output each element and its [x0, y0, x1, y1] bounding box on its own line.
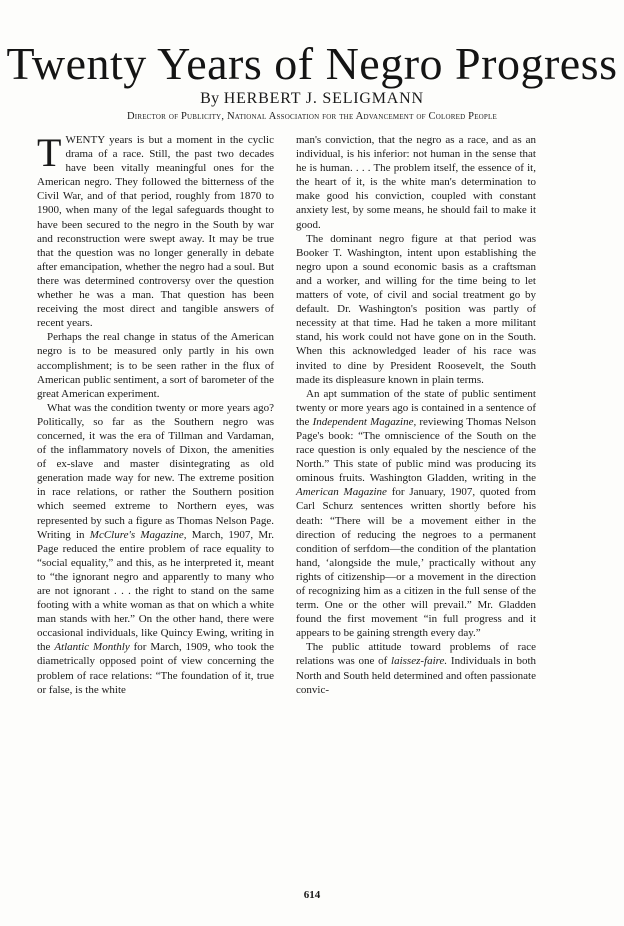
drop-cap: T [37, 130, 62, 175]
paragraph: man's conviction, that the negro as a race, and as an individual, is his inferior: not human in the sense that he is human. . . . The problem itself, the essence of it, the heart of it, is the white man's determination to make good his conviction, coupled with constant anxiety lest, by some means, he should fail to make it good. [296, 134, 536, 231]
paragraph [296, 387, 536, 641]
magazine-title: American Magazine [296, 486, 387, 499]
byline [0, 90, 624, 108]
right-column [296, 133, 536, 697]
page-number: 614 [303, 889, 321, 901]
magazine-title: McClure's Magazine, [89, 528, 187, 541]
left-column [37, 130, 275, 697]
byline-prefix: By [200, 90, 220, 107]
paragraph-text: for January, 1907, quoted from Carl Schurz sentences written shortly before his death: “There will be a movement either in the direction of reducing the negroes to a permanent condition of serfdom—the condition of the plantation hand, ‘alongside the mule,’ practically without any rights of citizenship—or a movement in the direction of recognizing him as a citizen in the full sense of the term. One or the other will prevail.” Mr. Gladden found the first movement “in full progress and it appears to be gaining strength every day.” [296, 486, 536, 640]
paragraph: Perhaps the real change in status of the American negro is to be measured only partly in his own accomplishment; is to be seen rather in the flux of American public sentiment, a sort of barometer of the great American experiment. [37, 331, 274, 400]
paragraph-text: The public attitude toward problems of race relations was one of [296, 641, 536, 668]
author-affiliation: Director of Publicity, National Association for the Advancement of Colored People [127, 111, 497, 122]
paragraph-text: WENTY years is but a moment in the cyclic drama of a race. Still, the past two decades have been vitally meaningful ones for the American negro. They followed the bitterness of the Civil War, and of that period, roughly from 1870 to 1900, when many of the legal safeguards thought to have been secured to the negro in the South by war and reconstruction were swept away. It may be true that the question was no longer generally in debate after emancipation, whether the negro had a soul. But there was determined controversy over the question whether he was a man. That question has been receiving the most direct and tangible answers of recent years. [37, 134, 274, 330]
paragraph-text: What was the condition twenty or more years ago? Politically, so far as the Southern negro was concerned, it was the era of Tillman and Vardaman, of the inflammatory novels of Dixon, the amenities of ex-slave and master disintegrating as old generation made way for new. The extreme position in race relations, or rather the Southern position which seemed extreme to Northern eyes, was represented by such a figure as Thomas Nelson Page. Writing in [37, 401, 274, 541]
paragraph-text: Individuals in both North and South held determined and often passionate convic- [296, 655, 537, 696]
paragraph [37, 130, 274, 330]
paragraph: The dominant negro figure at that period was Booker T. Washington, intent upon establishing the negro upon a sound economic basis as a craftsman and a worker, and willing for the time being to let matters of vote, of civil and social treatment go by default. Dr. Washington's position was partly of necessity at that time. Had he taken a more militant stand, his work could not have gone on in the South. When this acknowledged leader of his race was invited to dine by President Roosevelt, the South made its displeasure known in plain terms. [296, 232, 536, 386]
article-title: Twenty Years of Negro Progress [6, 38, 618, 89]
paragraph [296, 640, 536, 696]
magazine-title: Independent Magazine, [312, 415, 417, 428]
paragraph [37, 401, 274, 697]
author-name: HERBERT J. SELIGMANN [223, 90, 424, 107]
foreign-term: laissez-faire. [391, 655, 448, 668]
paragraph-text: for March, 1909, who took the diametrically opposed point of view concerning the problem of race relations: “The foundation of it, true or false, is the white [37, 641, 275, 696]
paragraph-text: An apt summation of the state of public sentiment twenty or more years ago is contained in a sentence of the [296, 387, 536, 428]
paragraph-text: reviewing Thomas Nelson Page's book: “The omniscience of the South on the race question is only equaled by the nescience of the North.” This state of public mind was producing its ominous fruits. Washington Gladden, writing in the [296, 415, 537, 485]
paragraph-text: March, 1907, Mr. Page reduced the entire problem of race equality to “social equality,” and this, as he interpreted it, meant to “the ignorant negro and apparently to many who are not ignorant . . . the right to stand on the same footing with a white woman as that on which a white man stands with her.” On the other hand, there were occasional individuals, like Quincy Ewing, writing in the [37, 528, 274, 654]
magazine-title: Atlantic Monthly [54, 641, 130, 654]
